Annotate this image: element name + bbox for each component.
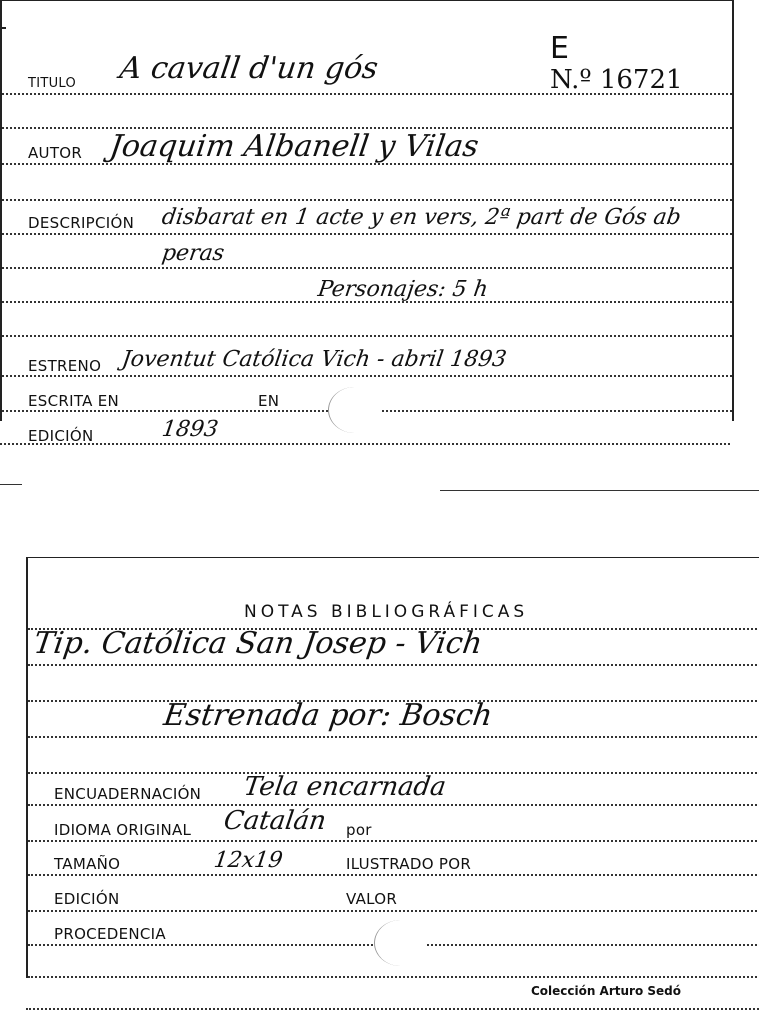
escrita-en-label: ESCRITA EN xyxy=(28,392,120,410)
dotted-rule xyxy=(28,736,759,738)
tamano-value: 12x19 xyxy=(212,848,285,873)
procedencia-label: PROCEDENCIA xyxy=(54,925,166,943)
dotted-rule xyxy=(2,233,732,235)
valor-label: VALOR xyxy=(346,890,398,908)
notes-card xyxy=(26,557,759,978)
titulo-value: A cavall d'un gós xyxy=(117,51,381,86)
edicion-label: EDICIÓN xyxy=(28,427,94,445)
separator-line xyxy=(440,490,759,491)
dotted-rule xyxy=(28,664,759,666)
descripcion-label: DESCRIPCIÓN xyxy=(28,214,135,232)
autor-value: Joaquim Albanell y Vilas xyxy=(107,129,481,164)
por-label: por xyxy=(346,821,372,839)
tamano-label: TAMAÑO xyxy=(54,855,121,873)
personajes-value: Personajes: 5 h xyxy=(316,277,490,302)
catalog-letter: E xyxy=(550,31,569,66)
dotted-rule xyxy=(2,375,732,377)
library-stamp xyxy=(374,920,427,966)
ilustrado-label: ILUSTRADO POR xyxy=(346,855,472,873)
notes-edicion-label: EDICIÓN xyxy=(54,890,120,908)
dotted-rule xyxy=(2,301,732,303)
dotted-rule xyxy=(2,199,732,201)
library-stamp xyxy=(328,387,381,433)
dotted-rule xyxy=(2,335,732,337)
dotted-rule xyxy=(28,976,759,978)
dotted-rule xyxy=(2,163,732,165)
idioma-value: Catalán xyxy=(221,806,329,836)
descripcion-value-1: disbarat en 1 acte y en vers, 2ª part de Gós ab xyxy=(160,205,683,230)
notes-line-1: Tip. Católica San Josep - Vich xyxy=(31,626,485,661)
idioma-label: IDIOMA ORIGINAL xyxy=(54,821,192,839)
dotted-rule xyxy=(0,443,730,445)
catalog-number: N.º 16721 xyxy=(550,65,683,95)
encuadernacion-value: Tela encarnada xyxy=(241,772,448,802)
dotted-rule xyxy=(28,804,759,806)
estreno-value: Joventut Católica Vich - abril 1893 xyxy=(120,347,509,372)
card-corner-mark xyxy=(0,27,6,29)
edicion-value: 1893 xyxy=(160,417,220,442)
dotted-rule xyxy=(2,267,732,269)
separator-tick xyxy=(0,484,22,485)
dotted-rule xyxy=(28,874,759,876)
notas-heading: NOTAS BIBLIOGRÁFICAS xyxy=(244,602,529,622)
catalog-card xyxy=(0,0,734,445)
estreno-label: ESTRENO xyxy=(28,357,102,375)
dotted-rule xyxy=(28,840,759,842)
en-label: EN xyxy=(258,392,280,410)
dotted-rule xyxy=(2,93,732,95)
autor-label: AUTOR xyxy=(28,144,83,162)
descripcion-value-2: peras xyxy=(160,241,226,266)
titulo-label: TITULO xyxy=(28,76,77,91)
collection-credit: Colección Arturo Sedó xyxy=(530,984,681,998)
notes-line-2: Estrenada por: Bosch xyxy=(161,698,495,733)
dotted-rule xyxy=(26,1008,759,1010)
encuadernacion-label: ENCUADERNACIÓN xyxy=(54,785,202,803)
dotted-rule xyxy=(28,910,759,912)
